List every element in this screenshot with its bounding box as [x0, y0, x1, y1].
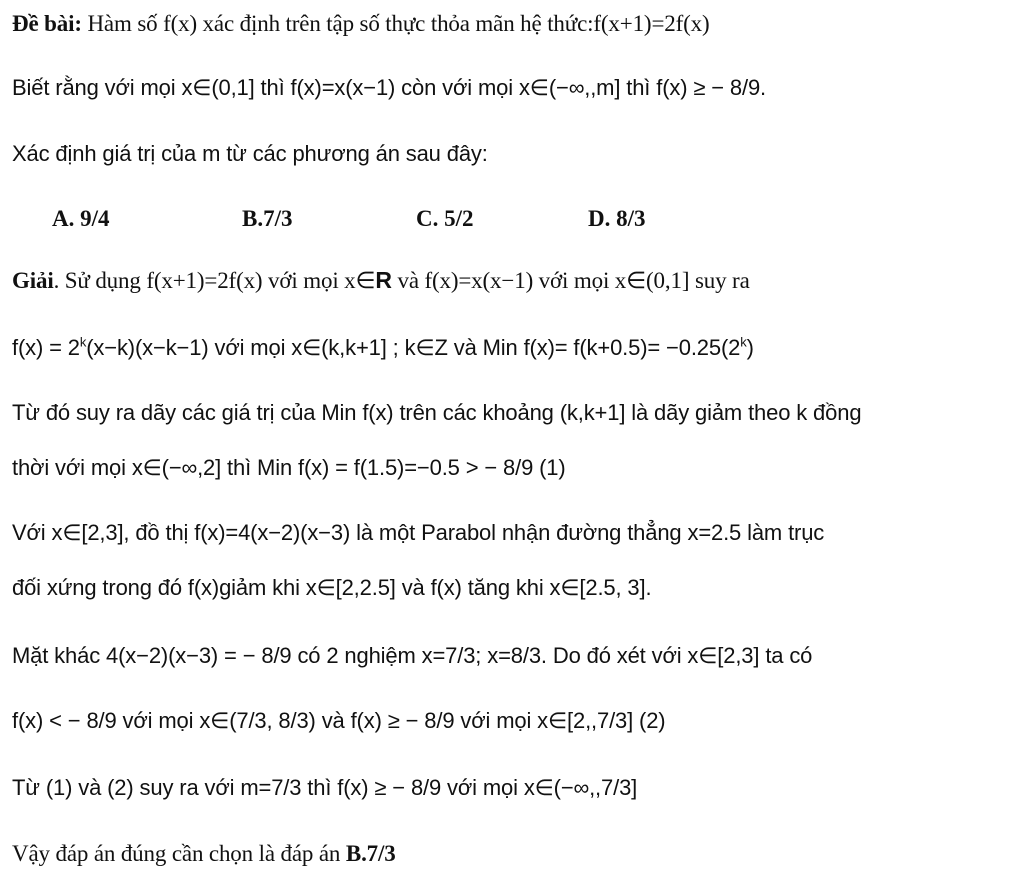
- solution-line-5: Với x∈[2,3], đồ thị f(x)=4(x−2)(x−3) là một Parabol nhận đường thẳng x=2.5 làm trục: [12, 520, 825, 545]
- problem-statement: Hàm số f(x) xác định trên tập số thực thỏa mãn hệ thức:f(x+1)=2f(x): [87, 11, 710, 36]
- solution-line-6: đối xứng trong đó f(x)giảm khi x∈[2,2.5] và f(x) tăng khi x∈[2.5, 3].: [12, 575, 652, 600]
- solution-line-2: [12, 334, 1018, 362]
- solution-line-3: Từ đó suy ra dãy các giá trị của Min f(x) trên các khoảng (k,k+1] là dãy giảm theo k đồng: [12, 400, 862, 425]
- solution-text-1b: và f(x)=x(x−1) với mọi x∈(0,1] suy ra: [391, 268, 750, 293]
- solution-text-1a: . Sử dụng f(x+1)=2f(x) với mọi x∈: [53, 268, 376, 293]
- solution-line-4: thời với mọi x∈(−∞,2] thì Min f(x) = f(1.5)=−0.5 > − 8/9 (1): [12, 455, 566, 480]
- conclusion-line: [12, 840, 1018, 868]
- solution-text-2c: ): [746, 335, 754, 360]
- real-set-symbol: R: [375, 267, 392, 293]
- conclusion-text: Vậy đáp án đúng cần chọn là đáp án: [12, 841, 346, 866]
- solution-line-9: Từ (1) và (2) suy ra với m=7/3 thì f(x) ≥ − 8/9 với mọi x∈(−∞,,7/3]: [12, 775, 638, 800]
- solution-text-2b: (x−k)(x−k−1) với mọi x∈(k,k+1] ; k∈Z và Min f(x)= f(k+0.5)= −0.25(2: [86, 335, 741, 360]
- problem-condition: Biết rằng với mọi x∈(0,1] thì f(x)=x(x−1) còn với mọi x∈(−∞,,m] thì f(x) ≥ − 8/9.: [12, 75, 766, 100]
- problem-label: Đề bài:: [12, 11, 82, 36]
- option-c: C. 5/2: [416, 206, 474, 231]
- option-b: B.7/3: [242, 206, 293, 231]
- option-d: D. 8/3: [588, 206, 646, 231]
- exponent-k: k: [740, 334, 747, 350]
- solution-line-1: [12, 266, 1018, 295]
- correct-answer: B.7/3: [345, 841, 396, 866]
- solution-line-8: f(x) < − 8/9 với mọi x∈(7/3, 8/3) và f(x) ≥ − 8/9 với mọi x∈[2,,7/3] (2): [12, 708, 666, 733]
- problem-question: Xác định giá trị của m từ các phương án sau đây:: [12, 141, 488, 166]
- option-a: A. 9/4: [52, 206, 110, 231]
- solution-text-2a: f(x) = 2: [12, 335, 80, 360]
- problem-statement-line: [12, 10, 1018, 38]
- solution-label: Giải: [12, 268, 54, 293]
- solution-line-7: Mặt khác 4(x−2)(x−3) = − 8/9 có 2 nghiệm x=7/3; x=8/3. Do đó xét với x∈[2,3] ta có: [12, 643, 813, 668]
- exponent-k: k: [79, 334, 87, 350]
